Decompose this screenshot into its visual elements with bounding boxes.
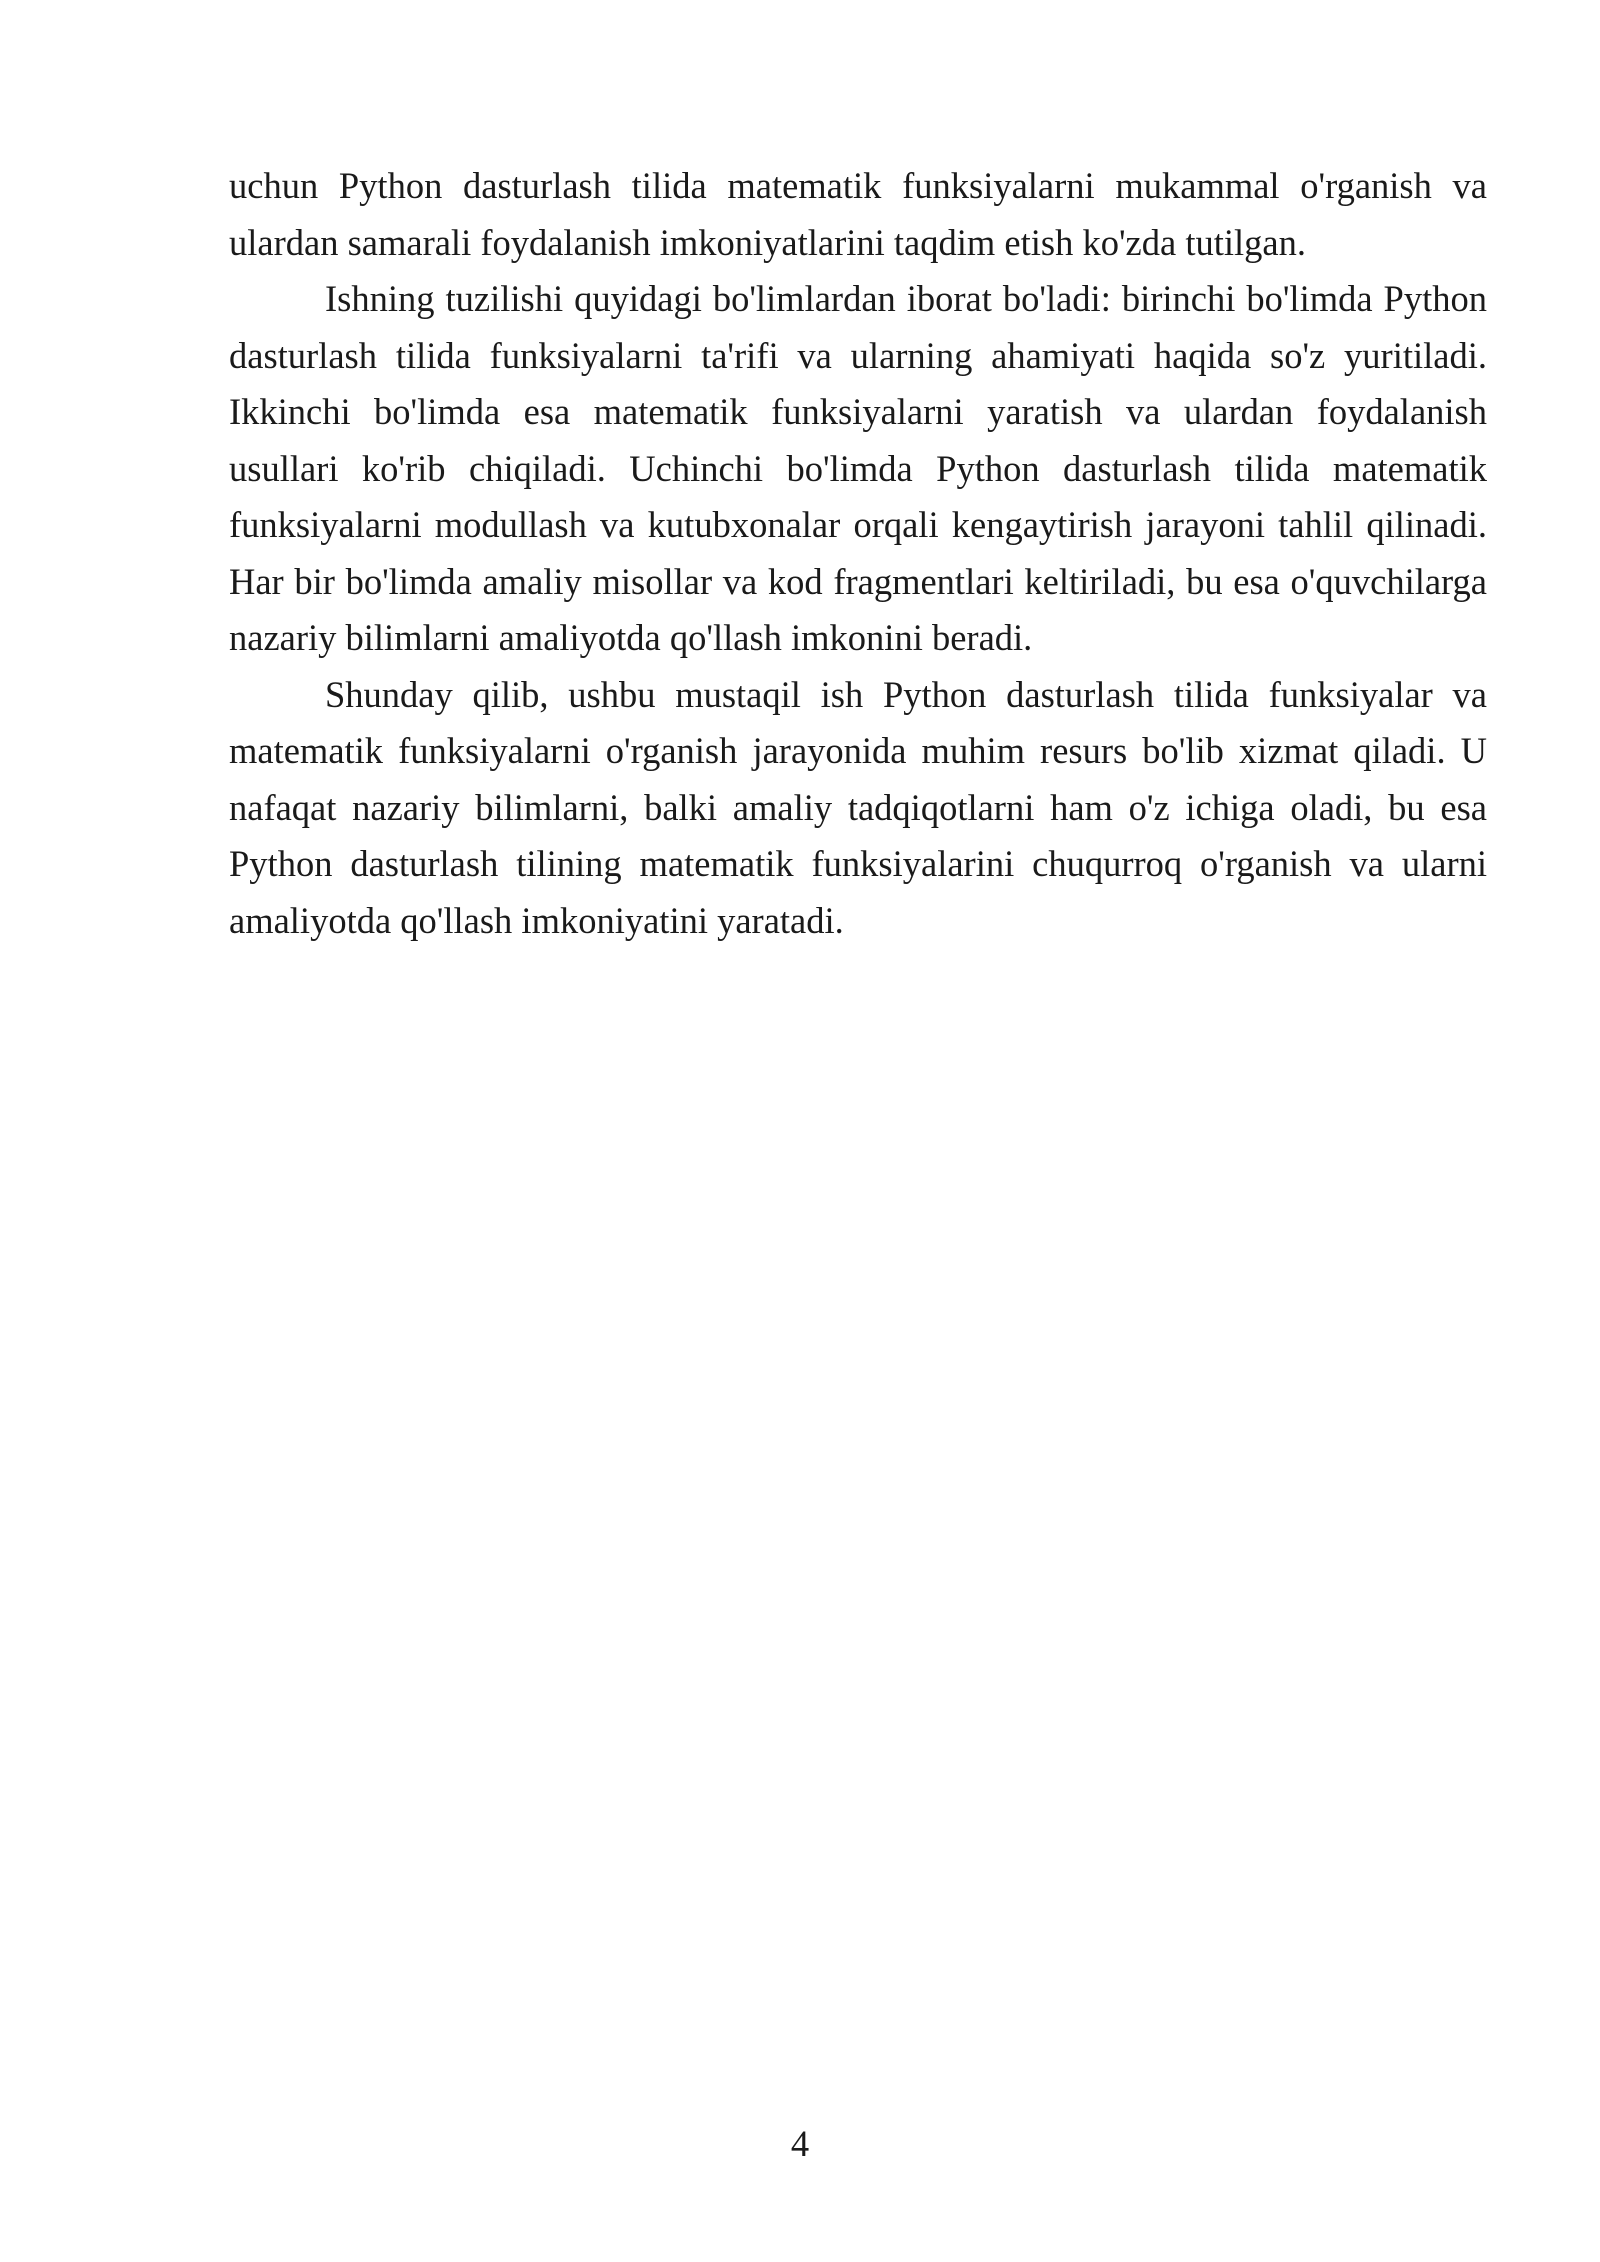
- page-number: 4: [790, 2123, 810, 2164]
- paragraph-conclusion: Shunday qilib, ushbu mustaqil ish Python dasturlash tilida funksiyalar va matematik funksiyalarni o'rganish jarayonida muhim resurs bo'lib xizmat qiladi. U nafaqat nazariy bilimlarni, balki amaliy tadqiqotlarni ham o'z ichiga oladi, bu esa Python dasturlash tilining matematik funksiyalarini chuqurroq o'rganish va ularni amaliyotda qo'llash imkoniyatini yaratadi.: [229, 673, 1487, 941]
- paragraph-continuation: uchun Python dasturlash tilida matematik funksiyalarni mukammal o'rganish va ulardan samarali foydalanish imkoniyatlarini taqdim etish ko'zda tutilgan.: [229, 165, 1487, 263]
- paragraph-structure: Ishning tuzilishi quyidagi bo'limlardan iborat bo'ladi: birinchi bo'limda Python dasturlash tilida funksiyalarni ta'rifi va ularning ahamiyati haqida so'z yuritiladi. Ikkinchi bo'limda esa matematik funksiyalarni yaratish va ulardan foydalanish usullari ko'rib chiqiladi. Uchinchi bo'limda Python dasturlash tilida matematik funksiyalarni modullash va kutubxonalar orqali kengaytirish jarayoni tahlil qilinadi. Har bir bo'limda amaliy misollar va kod fragmentlari keltiriladi, bu esa o'quvchilarga nazariy bilimlarni amaliyotda qo'llash imkonini beradi.: [229, 278, 1487, 658]
- body-text: [229, 158, 1487, 949]
